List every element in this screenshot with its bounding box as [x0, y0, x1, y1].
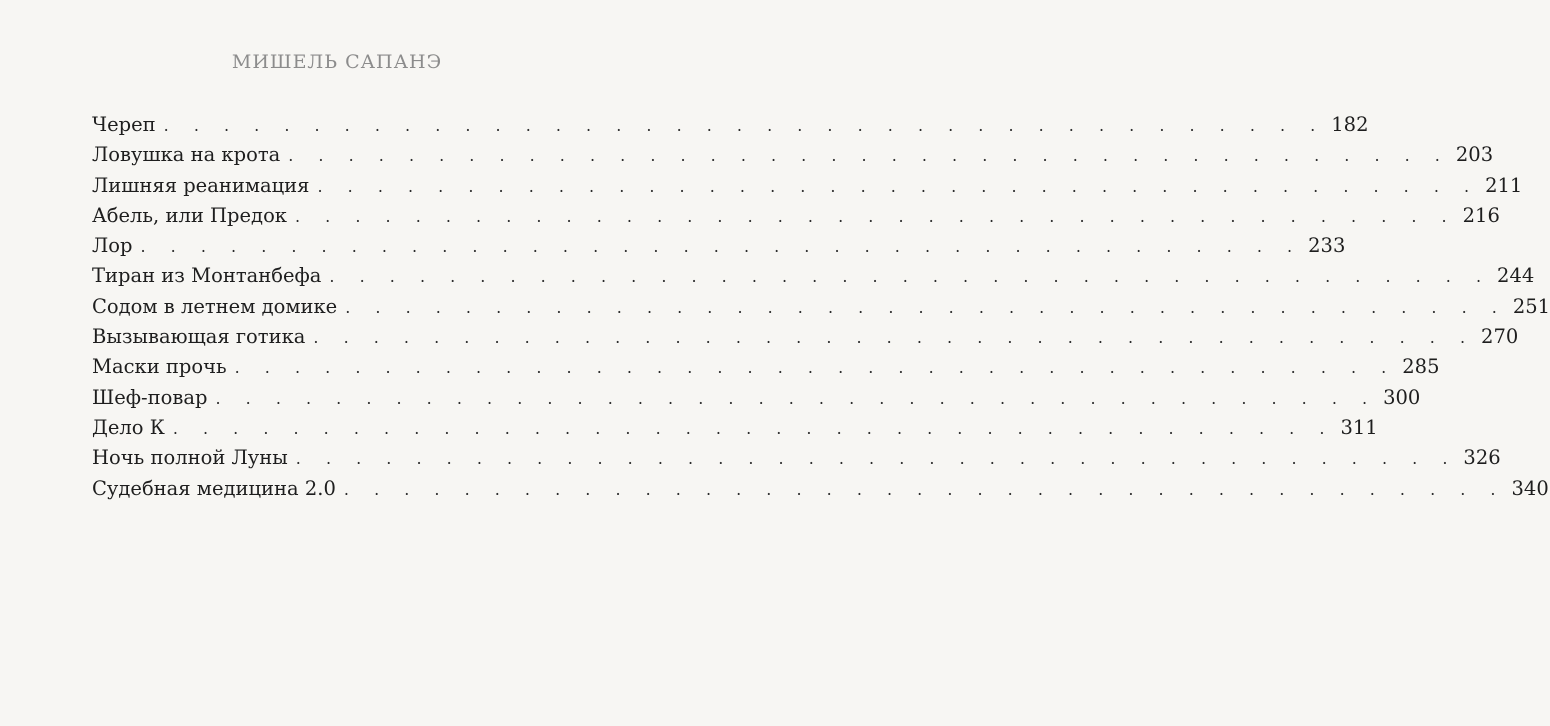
toc-entry-title: Ловушка на крота: [92, 143, 281, 167]
toc-entry-title: Вызывающая готика: [92, 325, 306, 349]
toc-entry: [92, 140, 1494, 170]
toc-entry-title: Ночь полной Луны: [92, 446, 288, 470]
toc-entry-title: Тиран из Монтанбефа: [92, 264, 322, 288]
toc-entry-page: 216: [1462, 203, 1500, 227]
toc-leader-dots: . . . . . . . . . . . . . . . . . . . . . . . . . . . . . . . . . . . . . . .: [343, 479, 1506, 499]
toc-entry: [92, 352, 1440, 382]
toc-leader-dots: . . . . . . . . . . . . . . . . . . . . . . . . . . . . . . . . . . . . . . .: [317, 176, 1480, 196]
toc-leader-dots: . . . . . . . . . . . . . . . . . . . . . . . . . . . . . . . . . . . . . . .: [345, 297, 1507, 317]
toc-entry: [92, 171, 1523, 201]
toc-leader-dots: . . . . . . . . . . . . . . . . . . . . . . . . . . . . . . . . . . . . . . .: [295, 449, 1458, 469]
toc-leader-dots: . . . . . . . . . . . . . . . . . . . . . . . . . . . . . . . . . . . . . . .: [172, 418, 1335, 438]
toc-entry: [92, 413, 1378, 443]
toc-entry-title: Шеф-повар: [92, 385, 208, 409]
toc-leader-dots: . . . . . . . . . . . . . . . . . . . . . . . . . . . . . . . . . . . . . . .: [163, 116, 1326, 135]
toc-entry: [92, 322, 1519, 352]
toc-entry-title: Череп: [92, 113, 156, 136]
toc-leader-dots: . . . . . . . . . . . . . . . . . . . . . . . . . . . . . . . . . . . . . . .: [295, 206, 1457, 226]
toc-entry-page: 285: [1402, 355, 1440, 379]
toc-entry: [92, 292, 1550, 322]
toc-entry-page: 340: [1511, 476, 1549, 500]
toc-entry: [92, 110, 1369, 140]
toc-entry: [92, 261, 1535, 291]
toc-entry: [92, 383, 1421, 413]
toc-entry: [92, 201, 1500, 231]
toc-entry-title: Маски прочь: [92, 355, 227, 379]
toc-entry: [92, 231, 1346, 261]
toc-entry-title: Абель, или Предок: [92, 203, 287, 227]
toc-entry-title: Лишняя реанимация: [92, 173, 310, 197]
toc-entry-page: 211: [1485, 173, 1523, 197]
toc-entry: [92, 474, 1549, 504]
page-header-author: МИШЕЛЬ САПАНЭ: [231, 51, 443, 73]
toc-entry-title: Судебная медицина 2.0: [92, 476, 336, 500]
toc-entry: [92, 443, 1501, 473]
toc-entry-page: 244: [1497, 264, 1535, 288]
table-of-contents: [92, 110, 1550, 504]
toc-leader-dots: . . . . . . . . . . . . . . . . . . . . . . . . . . . . . . . . . . . . . . .: [313, 328, 1476, 348]
toc-entry-page: 203: [1455, 143, 1494, 167]
toc-leader-dots: . . . . . . . . . . . . . . . . . . . . . . . . . . . . . . . . . . . . . . .: [140, 237, 1303, 257]
toc-entry-page: 270: [1481, 325, 1519, 349]
toc-entry-title: Содом в летнем домике: [92, 294, 338, 318]
toc-leader-dots: . . . . . . . . . . . . . . . . . . . . . . . . . . . . . . . . . . . . . . .: [215, 388, 1378, 408]
toc-entry-page: 182: [1331, 113, 1369, 136]
toc-leader-dots: . . . . . . . . . . . . . . . . . . . . . . . . . . . . . . . . . . . . . . .: [234, 358, 1397, 378]
toc-entry-page: 251: [1512, 294, 1550, 318]
toc-entry-page: 300: [1383, 385, 1421, 409]
toc-entry-page: 233: [1308, 234, 1346, 258]
toc-leader-dots: . . . . . . . . . . . . . . . . . . . . . . . . . . . . . . . . . . . . . . .: [288, 146, 1450, 166]
toc-entry-page: 311: [1340, 415, 1378, 439]
toc-entry-title: Дело К: [92, 415, 165, 439]
toc-entry-page: 326: [1463, 446, 1501, 470]
toc-entry-title: Лор: [92, 234, 133, 258]
toc-leader-dots: . . . . . . . . . . . . . . . . . . . . . . . . . . . . . . . . . . . . . . .: [329, 267, 1492, 287]
